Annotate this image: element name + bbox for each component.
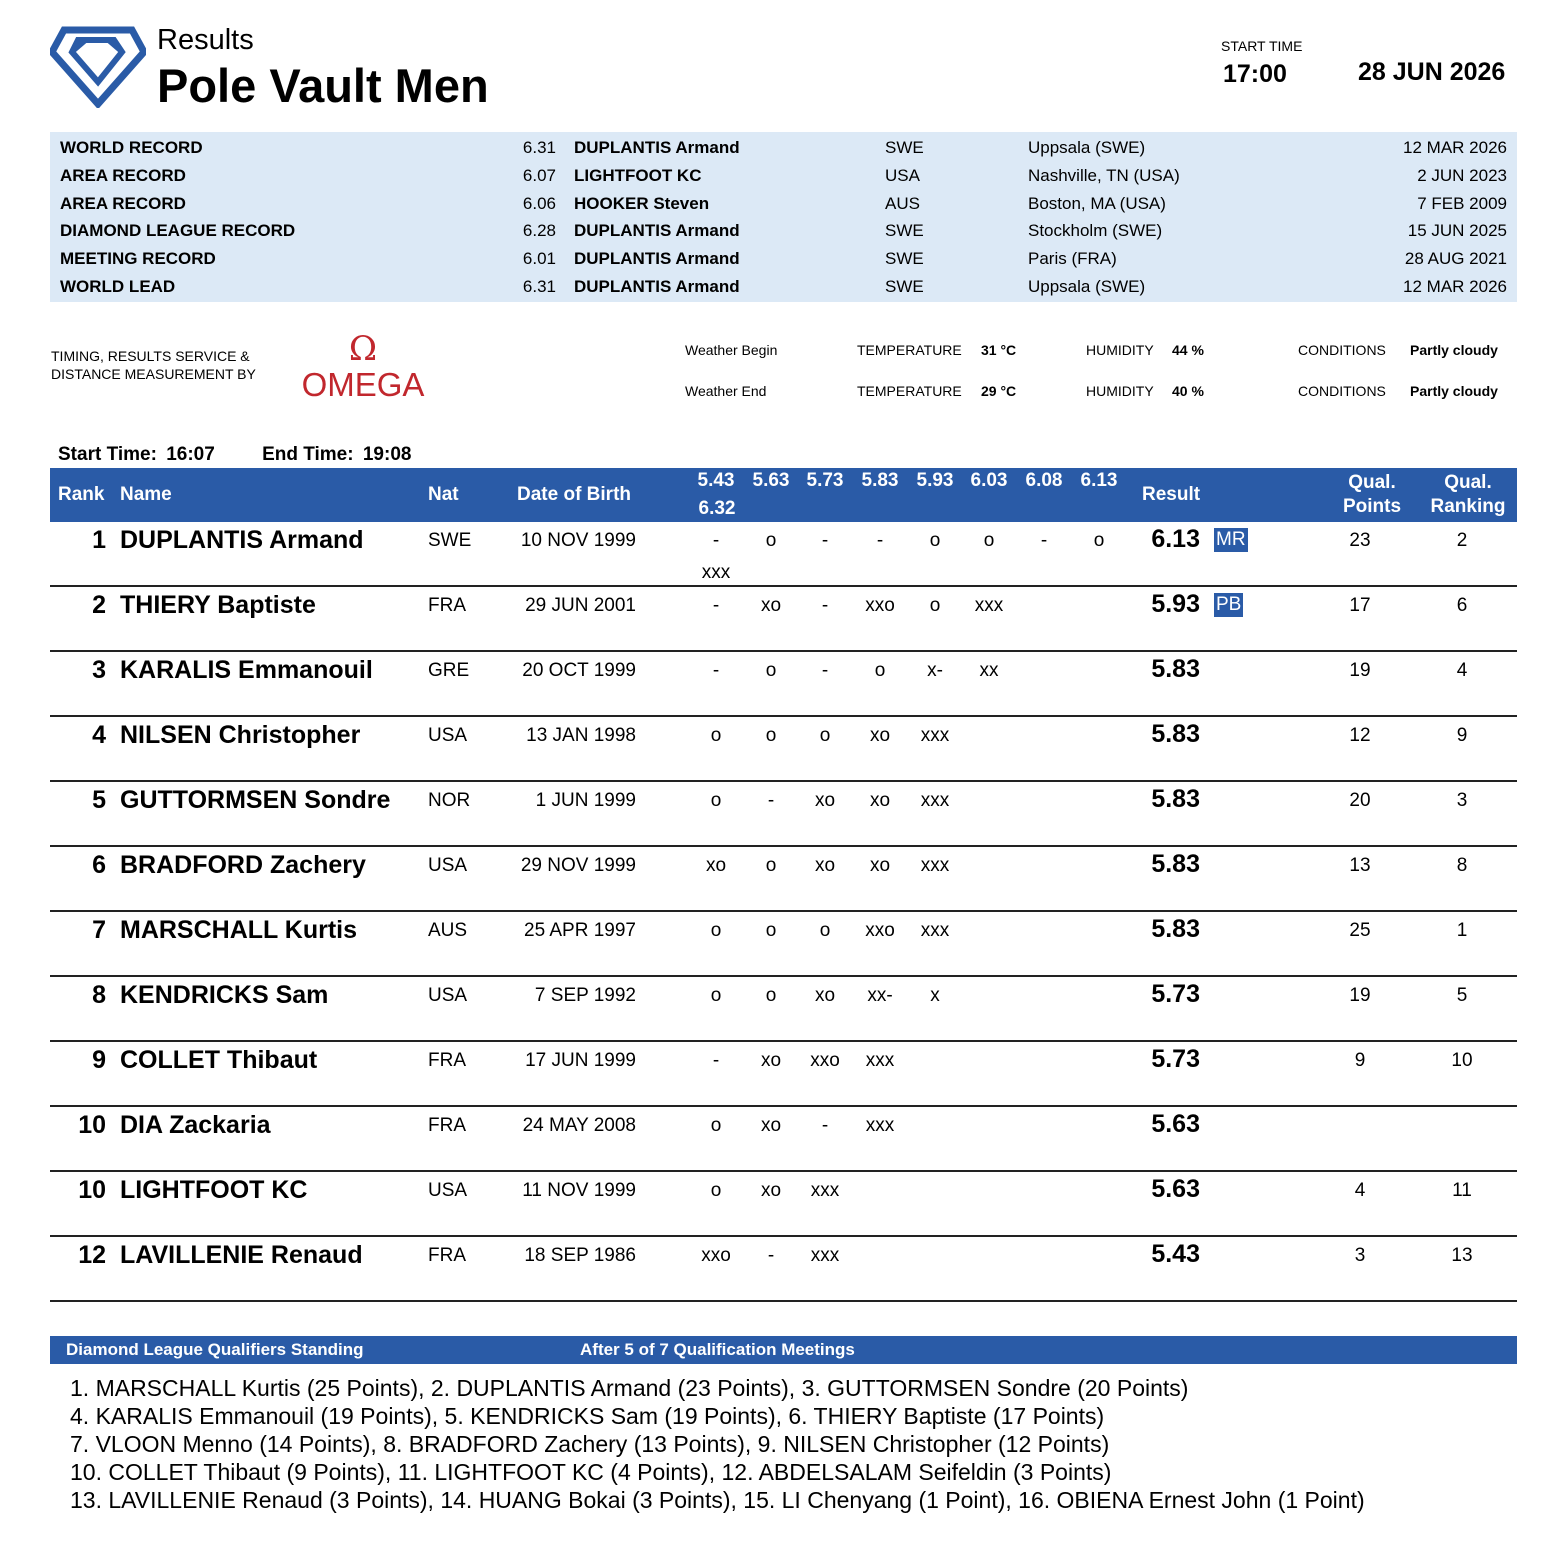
qual-points: 17 bbox=[1349, 595, 1371, 616]
attempt-cell: o bbox=[929, 595, 941, 616]
athlete-dob: 1 JUN 1999 bbox=[535, 790, 636, 811]
record-date: 28 AUG 2021 bbox=[1404, 249, 1507, 269]
attempt-cell: x- bbox=[927, 660, 943, 681]
athlete-result: 5.73 bbox=[1151, 980, 1200, 1008]
athlete-name: BRADFORD Zachery bbox=[120, 851, 366, 879]
qual-ranking: 5 bbox=[1456, 985, 1468, 1006]
attempt-cell: xxx bbox=[865, 1050, 895, 1071]
athlete-result: 5.83 bbox=[1151, 720, 1200, 748]
record-venue: Nashville, TN (USA) bbox=[1028, 165, 1180, 185]
humidity-label: HUMIDITY bbox=[1086, 383, 1154, 399]
temperature-value: 31 °C bbox=[981, 342, 1017, 358]
athlete-rank: 5 bbox=[92, 786, 106, 814]
record-label: MEETING RECORD bbox=[60, 249, 216, 269]
athlete-result: 5.43 bbox=[1151, 1240, 1200, 1268]
athlete-name: KENDRICKS Sam bbox=[120, 981, 329, 1009]
attempt-cell: xo bbox=[814, 855, 836, 876]
record-row bbox=[50, 217, 1517, 245]
record-venue: Boston, MA (USA) bbox=[1028, 193, 1166, 213]
start-time-value: 17:00 bbox=[1223, 60, 1287, 88]
record-venue: Uppsala (SWE) bbox=[1028, 276, 1146, 296]
attempt-cell: xo bbox=[760, 595, 782, 616]
attempt-cell: o bbox=[710, 1180, 722, 1201]
qual-ranking: 6 bbox=[1456, 595, 1468, 616]
standing-line: 13. LAVILLENIE Renaud (3 Points), 14. HUANG Bokai (3 Points), 15. LI Chenyang (1 Point), 16. OBIENA Ernest John (1 Point) bbox=[70, 1487, 1365, 1513]
qual-points: 9 bbox=[1354, 1050, 1366, 1071]
attempt-cell: o bbox=[929, 530, 941, 551]
attempt-cell: xo bbox=[869, 790, 891, 811]
column-header-height: 6.32 bbox=[698, 498, 736, 519]
record-badge: PB bbox=[1216, 594, 1242, 615]
table-row bbox=[50, 1107, 1517, 1172]
athlete-dob: 13 JAN 1998 bbox=[526, 725, 636, 746]
column-header-result: Result bbox=[1142, 484, 1201, 505]
athlete-nat: FRA bbox=[428, 595, 466, 616]
athlete-dob: 11 NOV 1999 bbox=[522, 1180, 636, 1201]
athlete-rank: 7 bbox=[92, 916, 106, 944]
record-venue: Paris (FRA) bbox=[1028, 249, 1117, 269]
column-header-name: Name bbox=[120, 484, 172, 505]
record-date: 7 FEB 2009 bbox=[1417, 193, 1507, 213]
standing-subtitle: After 5 of 7 Qualification Meetings bbox=[580, 1340, 855, 1359]
qual-ranking: 3 bbox=[1456, 790, 1468, 811]
athlete-result: 5.73 bbox=[1151, 1045, 1200, 1073]
timing-credit-line2: DISTANCE MEASUREMENT BY bbox=[51, 366, 256, 382]
record-nat: USA bbox=[885, 165, 920, 185]
temperature-label: TEMPERATURE bbox=[857, 383, 962, 399]
results-table-header bbox=[50, 468, 1517, 522]
attempt-cell: xxx bbox=[865, 1115, 895, 1136]
attempt-cell: xo bbox=[869, 855, 891, 876]
record-nat: SWE bbox=[885, 138, 924, 157]
record-athlete: LIGHTFOOT KC bbox=[574, 165, 702, 185]
conditions-value: Partly cloudy bbox=[1410, 342, 1498, 358]
conditions-label: CONDITIONS bbox=[1298, 383, 1386, 399]
qual-ranking: 4 bbox=[1456, 660, 1468, 681]
page-subtitle: Results bbox=[157, 24, 254, 56]
attempt-cell: - bbox=[712, 1050, 720, 1071]
record-venue: Uppsala (SWE) bbox=[1028, 138, 1146, 157]
timing-credit-line1: TIMING, RESULTS SERVICE & bbox=[51, 348, 250, 364]
attempt-cell: xo bbox=[869, 725, 891, 746]
athlete-dob: 25 APR 1997 bbox=[524, 920, 636, 941]
attempt-cell: x bbox=[930, 985, 940, 1006]
attempt-cell: xxo bbox=[865, 595, 895, 616]
record-row bbox=[50, 162, 1517, 190]
table-row bbox=[50, 977, 1517, 1042]
athlete-result: 5.83 bbox=[1151, 785, 1200, 813]
end-time-label: End Time: bbox=[262, 444, 354, 465]
standing-header bbox=[50, 1336, 1517, 1364]
record-nat: AUS bbox=[885, 193, 920, 213]
session-times bbox=[58, 444, 415, 466]
qual-ranking: 11 bbox=[1452, 1180, 1472, 1201]
attempt-cell: - bbox=[712, 660, 720, 681]
qual-points: 20 bbox=[1349, 790, 1371, 811]
table-row bbox=[50, 717, 1517, 782]
svg-text:OMEGA: OMEGA bbox=[301, 366, 425, 403]
column-header-rank: Rank bbox=[58, 484, 105, 505]
humidity-value: 40 % bbox=[1172, 383, 1204, 399]
attempt-cell: o bbox=[874, 660, 886, 681]
qual-points: 25 bbox=[1349, 920, 1371, 941]
qual-points: 19 bbox=[1349, 985, 1371, 1006]
record-row bbox=[50, 134, 1517, 162]
attempt-cell: xo bbox=[760, 1115, 782, 1136]
records-table bbox=[50, 132, 1517, 302]
attempt-cell: xxo bbox=[701, 1245, 731, 1266]
athlete-rank: 10 bbox=[78, 1176, 106, 1204]
column-header-height: 6.13 bbox=[1080, 470, 1118, 491]
attempt-cell: - bbox=[821, 1115, 829, 1136]
athlete-nat: USA bbox=[428, 855, 468, 876]
qual-ranking: 10 bbox=[1451, 1050, 1473, 1071]
standing-line: 4. KARALIS Emmanouil (19 Points), 5. KENDRICKS Sam (19 Points), 6. THIERY Baptiste (17 Points) bbox=[70, 1403, 1105, 1429]
attempt-cell: o bbox=[1093, 530, 1105, 551]
qual-points: 12 bbox=[1349, 725, 1371, 746]
athlete-name: DIA Zackaria bbox=[120, 1111, 271, 1139]
column-header-height: 5.43 bbox=[697, 470, 735, 491]
column-header-height: 5.63 bbox=[752, 470, 790, 491]
standing-line: 1. MARSCHALL Kurtis (25 Points), 2. DUPLANTIS Armand (23 Points), 3. GUTTORMSEN Sondre (20 Points) bbox=[70, 1375, 1189, 1401]
attempt-cell: o bbox=[819, 725, 831, 746]
athlete-dob: 7 SEP 1992 bbox=[534, 985, 636, 1006]
athlete-result: 6.13 bbox=[1151, 525, 1200, 553]
athlete-rank: 8 bbox=[92, 981, 106, 1009]
athlete-name: NILSEN Christopher bbox=[120, 721, 361, 749]
table-row bbox=[50, 1042, 1517, 1107]
conditions-label: CONDITIONS bbox=[1298, 342, 1386, 358]
attempt-cell: xxo bbox=[810, 1050, 840, 1071]
athlete-name: DUPLANTIS Armand bbox=[120, 526, 364, 554]
athlete-rank: 4 bbox=[92, 721, 106, 749]
athlete-name: COLLET Thibaut bbox=[120, 1046, 318, 1074]
page-title: Pole Vault Men bbox=[157, 59, 489, 112]
attempt-cell: xxx bbox=[920, 920, 950, 941]
column-header-dob: Date of Birth bbox=[517, 484, 631, 505]
column-header-height: 5.83 bbox=[861, 470, 899, 491]
athlete-rank: 12 bbox=[78, 1241, 106, 1269]
qual-ranking: 8 bbox=[1456, 855, 1468, 876]
qual-points: 19 bbox=[1349, 660, 1371, 681]
record-row bbox=[50, 273, 1517, 301]
attempt-cell: xx- bbox=[867, 985, 893, 1006]
athlete-dob: 20 OCT 1999 bbox=[522, 660, 636, 681]
attempt-cell: xo bbox=[760, 1180, 782, 1201]
attempt-cell: o bbox=[983, 530, 995, 551]
athlete-dob: 18 SEP 1986 bbox=[524, 1245, 636, 1266]
athlete-result: 5.83 bbox=[1151, 655, 1200, 683]
attempt-cell: o bbox=[765, 920, 777, 941]
athlete-name: KARALIS Emmanouil bbox=[120, 656, 373, 684]
record-mark: 6.06 bbox=[522, 193, 556, 213]
attempt-cell: - bbox=[712, 530, 720, 551]
record-mark: 6.07 bbox=[522, 165, 556, 185]
standing-list bbox=[70, 1374, 1365, 1514]
record-nat: SWE bbox=[885, 221, 924, 241]
athlete-name: THIERY Baptiste bbox=[120, 591, 316, 619]
attempt-cell: - bbox=[767, 790, 775, 811]
record-athlete: DUPLANTIS Armand bbox=[574, 221, 740, 241]
table-row bbox=[50, 1237, 1517, 1302]
athlete-rank: 1 bbox=[92, 526, 106, 554]
attempt-cell: xo bbox=[705, 855, 727, 876]
column-header-height: 6.03 bbox=[970, 470, 1008, 491]
attempt-cell: xo bbox=[760, 1050, 782, 1071]
table-row bbox=[50, 847, 1517, 912]
attempt-cell: o bbox=[710, 920, 722, 941]
standing-title: Diamond League Qualifiers Standing bbox=[66, 1340, 364, 1359]
athlete-dob: 29 NOV 1999 bbox=[520, 855, 636, 876]
qual-ranking: 2 bbox=[1456, 530, 1468, 551]
end-time-value: 19:08 bbox=[362, 444, 412, 465]
attempt-cell: o bbox=[765, 725, 777, 746]
attempt-cell: o bbox=[710, 790, 722, 811]
table-row bbox=[50, 587, 1517, 652]
attempt-cell: o bbox=[765, 855, 777, 876]
attempt-cell: xo bbox=[814, 790, 836, 811]
column-header-height: 5.93 bbox=[916, 470, 954, 491]
record-nat: SWE bbox=[885, 249, 924, 269]
attempt-cell: xxx bbox=[920, 725, 950, 746]
attempt-cell: o bbox=[765, 530, 777, 551]
record-date: 12 MAR 2026 bbox=[1403, 138, 1507, 157]
athlete-dob: 29 JUN 2001 bbox=[525, 595, 636, 616]
athlete-result: 5.83 bbox=[1151, 850, 1200, 878]
qual-ranking: 13 bbox=[1451, 1245, 1473, 1266]
column-header-qual-ranking: Qual. bbox=[1444, 472, 1492, 493]
athlete-rank: 6 bbox=[92, 851, 106, 879]
record-mark: 6.31 bbox=[522, 138, 556, 157]
athlete-nat: FRA bbox=[428, 1050, 466, 1071]
record-label: WORLD RECORD bbox=[60, 138, 203, 157]
record-athlete: HOOKER Steven bbox=[574, 193, 710, 213]
humidity-label: HUMIDITY bbox=[1086, 342, 1154, 358]
record-label: AREA RECORD bbox=[60, 193, 186, 213]
attempt-cell: o bbox=[819, 920, 831, 941]
qual-ranking: 9 bbox=[1456, 725, 1468, 746]
athlete-nat: USA bbox=[428, 725, 468, 746]
start-time-label: Start Time: bbox=[58, 444, 157, 465]
svg-text:Ω: Ω bbox=[348, 330, 378, 369]
start-time-label: START TIME bbox=[1221, 38, 1303, 54]
attempt-cell: - bbox=[1040, 530, 1048, 551]
table-row bbox=[50, 1172, 1517, 1237]
athlete-name: LAVILLENIE Renaud bbox=[120, 1241, 363, 1269]
athlete-rank: 2 bbox=[92, 591, 106, 619]
athlete-rank: 9 bbox=[92, 1046, 106, 1074]
attempt-cell: xo bbox=[814, 985, 836, 1006]
column-header-height: 6.08 bbox=[1025, 470, 1063, 491]
qual-points: 23 bbox=[1349, 530, 1371, 551]
attempt-cell: o bbox=[765, 660, 777, 681]
record-label: WORLD LEAD bbox=[60, 276, 176, 296]
attempt-cell: xxx bbox=[701, 562, 731, 583]
attempt-cell: xx bbox=[979, 660, 999, 681]
attempt-cell: xxx bbox=[810, 1180, 840, 1201]
athlete-rank: 3 bbox=[92, 656, 106, 684]
attempt-cell: xxx bbox=[920, 790, 950, 811]
athlete-result: 5.93 bbox=[1151, 590, 1200, 618]
record-date: 15 JUN 2025 bbox=[1407, 221, 1507, 241]
attempt-cell: - bbox=[821, 595, 829, 616]
weather-begin-label: Weather Begin bbox=[685, 342, 778, 358]
qual-ranking: 1 bbox=[1456, 920, 1468, 941]
qual-points: 3 bbox=[1354, 1245, 1366, 1266]
record-mark: 6.28 bbox=[522, 221, 556, 241]
record-venue: Stockholm (SWE) bbox=[1028, 221, 1163, 241]
athlete-nat: AUS bbox=[428, 920, 468, 941]
athlete-nat: GRE bbox=[428, 660, 470, 681]
record-athlete: DUPLANTIS Armand bbox=[574, 249, 740, 269]
table-row bbox=[50, 652, 1517, 717]
record-mark: 6.31 bbox=[522, 276, 556, 296]
attempt-cell: xxx bbox=[974, 595, 1004, 616]
attempt-cell: xxx bbox=[810, 1245, 840, 1266]
table-row bbox=[50, 912, 1517, 977]
humidity-value: 44 % bbox=[1172, 342, 1204, 358]
column-header-qual-points-2: Points bbox=[1342, 496, 1402, 517]
record-row bbox=[50, 245, 1517, 273]
attempt-cell: - bbox=[821, 660, 829, 681]
athlete-result: 5.83 bbox=[1151, 915, 1200, 943]
record-date: 2 JUN 2023 bbox=[1417, 165, 1507, 185]
athlete-nat: FRA bbox=[428, 1115, 466, 1136]
athlete-dob: 17 JUN 1999 bbox=[525, 1050, 636, 1071]
table-row bbox=[50, 782, 1517, 847]
athlete-nat: SWE bbox=[428, 530, 472, 551]
attempt-cell: xxo bbox=[865, 920, 895, 941]
record-label: AREA RECORD bbox=[60, 165, 186, 185]
athlete-result: 5.63 bbox=[1151, 1110, 1200, 1138]
record-athlete: DUPLANTIS Armand bbox=[574, 276, 740, 296]
attempt-cell: o bbox=[710, 1115, 722, 1136]
attempt-cell: o bbox=[710, 725, 722, 746]
attempt-cell: - bbox=[821, 530, 829, 551]
table-row bbox=[50, 522, 1517, 587]
temperature-label: TEMPERATURE bbox=[857, 342, 962, 358]
omega-logo-icon bbox=[290, 330, 440, 404]
athlete-dob: 10 NOV 1999 bbox=[520, 530, 636, 551]
record-mark: 6.01 bbox=[522, 249, 556, 269]
attempt-cell: - bbox=[876, 530, 884, 551]
athlete-name: LIGHTFOOT KC bbox=[120, 1176, 308, 1204]
column-header-height: 5.73 bbox=[806, 470, 844, 491]
qual-points: 13 bbox=[1349, 855, 1371, 876]
athlete-nat: FRA bbox=[428, 1245, 466, 1266]
standing-line: 7. VLOON Menno (14 Points), 8. BRADFORD Zachery (13 Points), 9. NILSEN Christopher (12 Points) bbox=[70, 1431, 1110, 1457]
record-nat: SWE bbox=[885, 276, 924, 296]
record-row bbox=[50, 190, 1517, 218]
athlete-name: GUTTORMSEN Sondre bbox=[120, 786, 391, 814]
athlete-dob: 24 MAY 2008 bbox=[522, 1115, 636, 1136]
weather-end-label: Weather End bbox=[685, 383, 767, 399]
athlete-nat: USA bbox=[428, 985, 468, 1006]
athlete-nat: NOR bbox=[428, 790, 471, 811]
record-label: DIAMOND LEAGUE RECORD bbox=[60, 221, 296, 241]
temperature-value: 29 °C bbox=[981, 383, 1017, 399]
athlete-result: 5.63 bbox=[1151, 1175, 1200, 1203]
start-time-value: 16:07 bbox=[166, 444, 215, 465]
column-header-qual-ranking-2: Ranking bbox=[1430, 496, 1506, 517]
column-header-qual-points: Qual. bbox=[1348, 472, 1396, 493]
record-date: 12 MAR 2026 bbox=[1403, 276, 1507, 296]
attempt-cell: xxx bbox=[920, 855, 950, 876]
conditions-value: Partly cloudy bbox=[1410, 383, 1498, 399]
attempt-cell: - bbox=[712, 595, 720, 616]
athlete-nat: USA bbox=[428, 1180, 468, 1201]
record-badge: MR bbox=[1216, 529, 1246, 550]
record-athlete: DUPLANTIS Armand bbox=[574, 138, 740, 157]
diamond-league-logo-icon bbox=[50, 26, 146, 108]
attempt-cell: - bbox=[767, 1245, 775, 1266]
column-header-nat: Nat bbox=[428, 484, 459, 505]
standing-line: 10. COLLET Thibaut (9 Points), 11. LIGHTFOOT KC (4 Points), 12. ABDELSALAM Seifeldin (3 Points) bbox=[70, 1459, 1112, 1485]
athlete-name: MARSCHALL Kurtis bbox=[120, 916, 358, 944]
attempt-cell: o bbox=[765, 985, 777, 1006]
event-date: 28 JUN 2026 bbox=[1358, 58, 1506, 86]
qual-points: 4 bbox=[1354, 1180, 1366, 1201]
attempt-cell: o bbox=[710, 985, 722, 1006]
athlete-rank: 10 bbox=[78, 1111, 106, 1139]
